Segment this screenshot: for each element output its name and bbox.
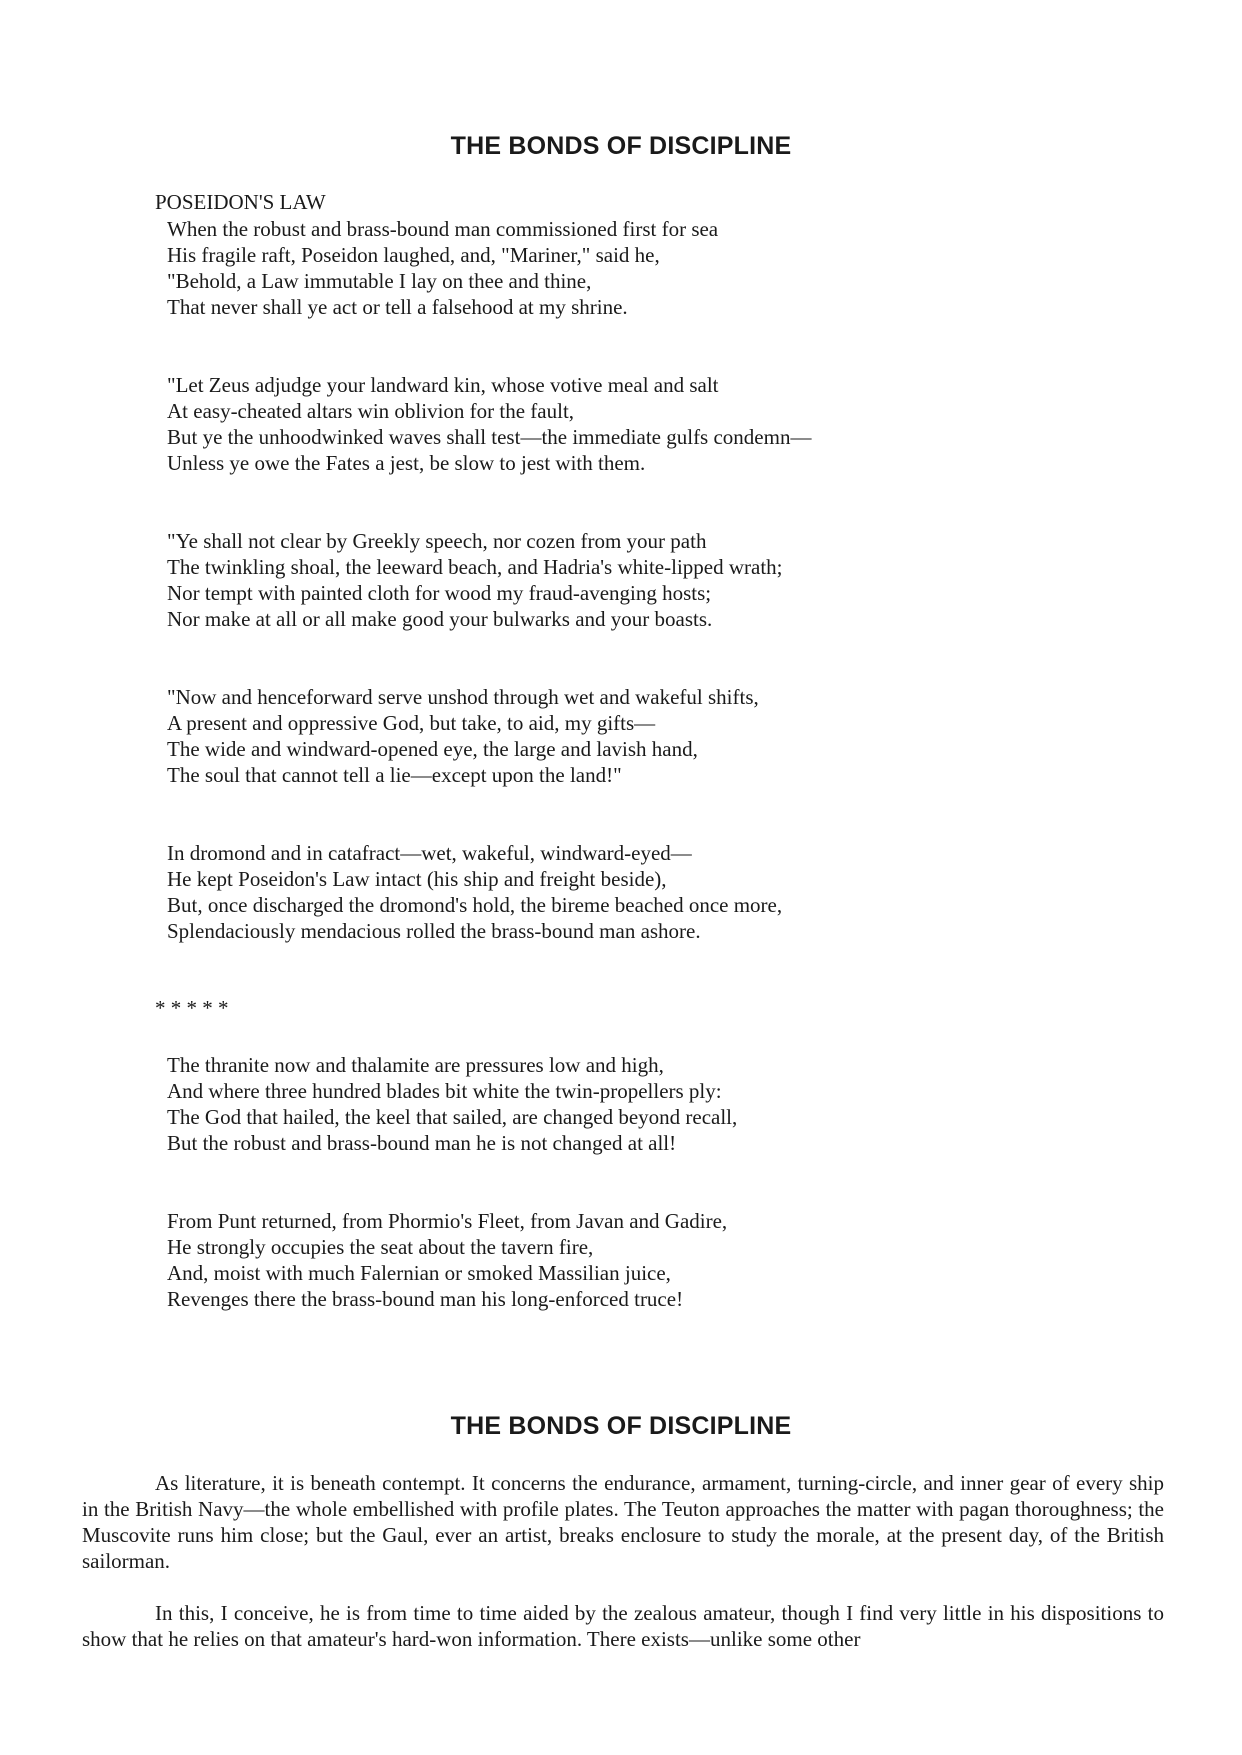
poem-line: But ye the unhoodwinked waves shall test—the immediate gulfs condemn—	[167, 425, 812, 449]
stanza	[167, 1052, 737, 1156]
stanza	[167, 1208, 727, 1312]
poem-line: He strongly occupies the seat about the tavern fire,	[167, 1235, 594, 1259]
poem-line: Revenges there the brass-bound man his long-enforced truce!	[167, 1287, 684, 1311]
poem-title: POSEIDON'S LAW	[155, 190, 326, 214]
prose-paragraph: In this, I conceive, he is from time to time aided by the zealous amateur, though I find very little in his dispositions to show that he relies on that amateur's hard-won information. There exists—unlike some other	[82, 1601, 1164, 1651]
poem-line: The wide and windward-opened eye, the large and lavish hand,	[167, 737, 698, 761]
page-heading-chapter: THE BONDS OF DISCIPLINE	[450, 1412, 792, 1440]
poem-line: At easy-cheated altars win oblivion for the fault,	[167, 399, 575, 423]
stanza	[167, 684, 759, 788]
poem-line: Nor tempt with painted cloth for wood my fraud-avenging hosts;	[167, 581, 712, 605]
prose-paragraph: As literature, it is beneath contempt. It concerns the endurance, armament, turning-circle, and inner gear of every ship in the British Navy—the whole embellished with profile plates. The Teuton approaches the matter with pagan thoroughness; the Muscovite runs him close; but the Gaul, ever an artist, breaks enclosure to study the morale, at the present day, of the British sailorman.	[82, 1471, 1164, 1573]
poem-line: His fragile raft, Poseidon laughed, and, "Mariner," said he,	[167, 243, 660, 267]
stanza	[167, 840, 782, 944]
poem-line: He kept Poseidon's Law intact (his ship and freight beside),	[167, 867, 667, 891]
poem-line: But the robust and brass-bound man he is not changed at all!	[167, 1131, 677, 1155]
poem-line: "Now and henceforward serve unshod through wet and wakeful shifts,	[167, 685, 759, 709]
poem-line: In dromond and in catafract—wet, wakeful, windward-eyed—	[167, 841, 692, 865]
poem-line: That never shall ye act or tell a falsehood at my shrine.	[167, 295, 628, 319]
poem-line: "Let Zeus adjudge your landward kin, whose votive meal and salt	[167, 373, 719, 397]
poem-line: A present and oppressive God, but take, to aid, my gifts—	[167, 711, 656, 735]
section-separator: * * * * *	[155, 996, 229, 1020]
poem-line: "Behold, a Law immutable I lay on thee and thine,	[167, 269, 592, 293]
poem-line: Splendaciously mendacious rolled the brass-bound man ashore.	[167, 919, 701, 943]
stanza	[167, 528, 783, 632]
stanza	[167, 216, 718, 320]
poem-line: And, moist with much Falernian or smoked Massilian juice,	[167, 1261, 671, 1285]
stanza	[167, 372, 811, 476]
poem-line: When the robust and brass-bound man commissioned first for sea	[167, 217, 719, 241]
poem-line: Unless ye owe the Fates a jest, be slow to jest with them.	[167, 451, 646, 475]
poem-line: The twinkling shoal, the leeward beach, and Hadria's white-lipped wrath;	[167, 555, 783, 579]
poem-line: The God that hailed, the keel that sailed, are changed beyond recall,	[167, 1105, 738, 1129]
poem-line: Nor make at all or all make good your bulwarks and your boasts.	[167, 607, 713, 631]
poem-line: But, once discharged the dromond's hold, the bireme beached once more,	[167, 893, 783, 917]
poem-line: "Ye shall not clear by Greekly speech, nor cozen from your path	[167, 529, 707, 553]
poem-line: From Punt returned, from Phormio's Fleet, from Javan and Gadire,	[167, 1209, 728, 1233]
poem-line: The thranite now and thalamite are pressures low and high,	[167, 1053, 664, 1077]
poem-line: And where three hundred blades bit white the twin-propellers ply:	[167, 1079, 722, 1103]
page-heading-top: THE BONDS OF DISCIPLINE	[450, 132, 792, 160]
poem-line: The soul that cannot tell a lie—except upon the land!"	[167, 763, 622, 787]
